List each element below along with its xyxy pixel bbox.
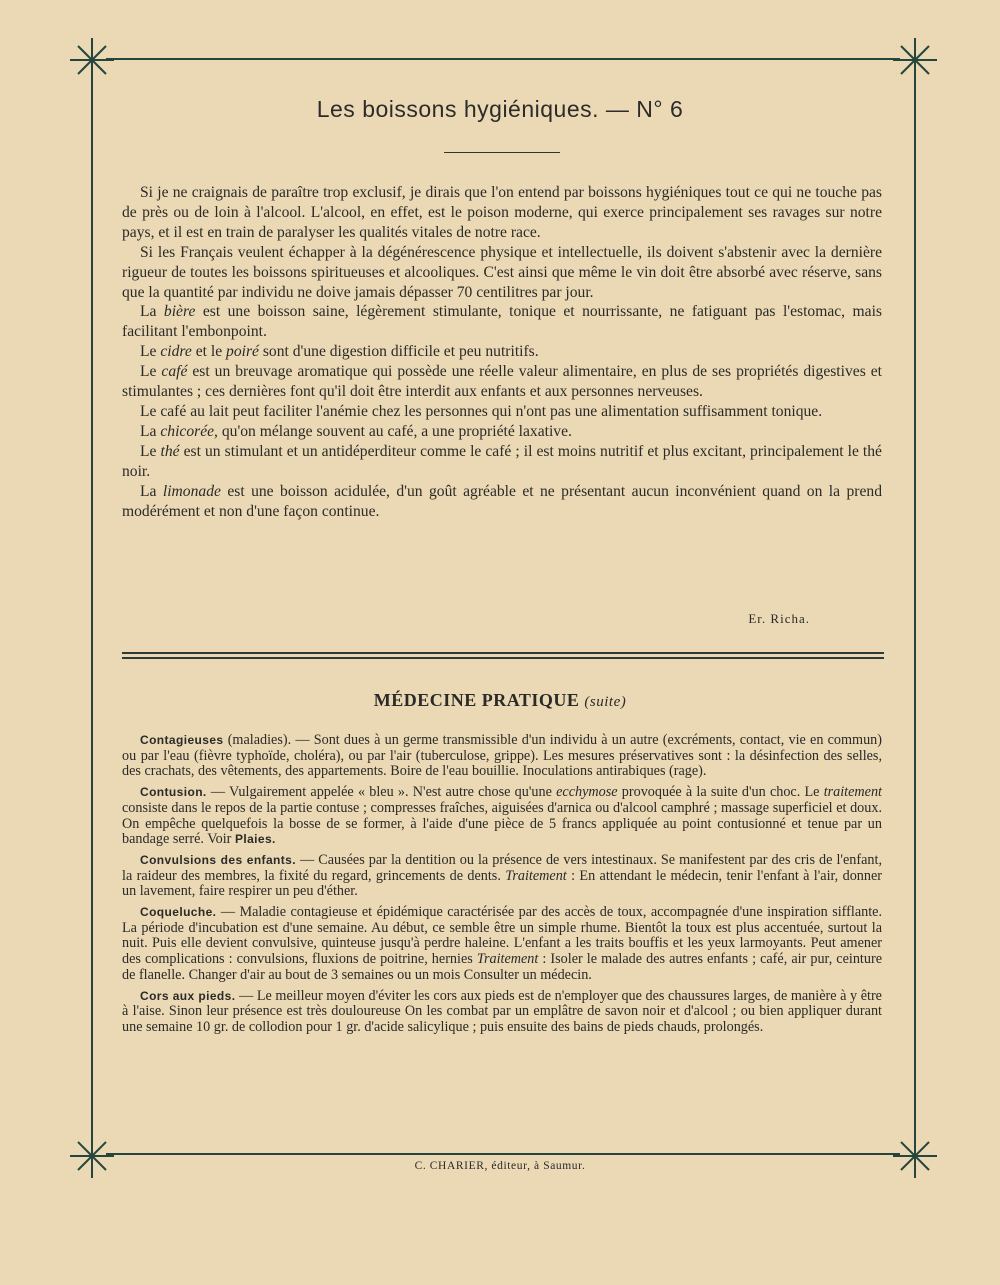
page-title: Les boissons hygiéniques. — N° 6: [316, 96, 684, 122]
frame-right-line: [914, 80, 916, 1138]
author-signature: Er. Richa.: [748, 611, 810, 626]
medical-entries: [122, 733, 882, 1041]
section-title: MÉDECINE PRATIQUE (suite): [373, 690, 627, 710]
article-paragraph: Le café au lait peut faciliter l'anémie chez les personnes qui n'ont pas une alimentation suffisamment tonique.: [140, 402, 823, 420]
entry-cors: Cors aux pieds. — Le meilleur moyen d'éviter les cors aux pieds est de n'employer que des chaussures larges, de manière à y être à l'aise. Sinon leur présence est très douloureuse On les combat par un emplâtre de savon noir et d'alcool ; ou bien appliquer durant une semaine 10 gr. de collodion pour 1 gr. d'acide salicylique ; puis ensuite des bains de pieds chauds, prolongés.: [122, 987, 882, 1035]
article-paragraph: Si les Français veulent échapper à la dégénérescence physique et intellectuelle, ils doivent s'abstenir avec la dernière rigueur de toutes les boissons spiritueuses et alcooliques. C'est ainsi que même le vin doit être absorbé avec réserve, sans que la quantité par individu ne doive jamais dépasser 70 centilitres par jour.: [122, 243, 882, 301]
corner-ornament-icon: [889, 1130, 941, 1182]
frame-top-line: [106, 58, 900, 60]
corner-ornament-icon: [889, 34, 941, 86]
article-paragraph: La chicorée, qu'on mélange souvent au café, a une propriété laxative.: [140, 422, 572, 440]
article-body: [122, 183, 882, 521]
entry-convulsions: Convulsions des enfants. — Causées par la dentition ou la présence de vers intestinaux. Se manifestent par des cris de l'enfant, la raideur des membres, la fixité du regard, grincements de dents. Traitement : En attendant le médecin, tenir l'enfant à l'air, donner un lavement, faire respirer un peu d'éther.: [122, 851, 882, 900]
article-paragraph: La bière est une boisson saine, légèrement stimulante, tonique et nourrissante, ne fatiguant pas l'estomac, mais facilitant l'embonpoint.: [122, 303, 882, 341]
corner-ornament-icon: [66, 1130, 118, 1182]
article-paragraph: Le café est un breuvage aromatique qui possède une réelle valeur alimentaire, en plus de ses propriétés digestives et stimulantes ; ces dernières font qu'il doit être interdit aux enfants et aux personnes nerveuses.: [122, 363, 882, 401]
frame-bottom-line: [106, 1153, 900, 1155]
corner-ornament-icon: [66, 34, 118, 86]
title-underline: [444, 152, 560, 153]
article-paragraph: Si je ne craignais de paraître trop exclusif, je dirais que l'on entend par boissons hygiéniques tout ce qui ne touche pas de près ou de loin à l'alcool. L'alcool, en effet, est le poison moderne, qui exerce principalement ses ravages sur notre pays, et il est en train de paralyser les qualités vitales de notre race.: [122, 184, 882, 241]
entry-contagieuses: Contagieuses (maladies). — Sont dues à un germe transmissible d'un individu à un autre (excréments, contact, vie en commun) ou par l'eau (fièvre typhoïde, choléra), ou par l'air (tuberculose, grippe). Les mesures préservatives sont : la désinfection des selles, des crachats, des vêtements, des appartements. Boire de l'eau bouillie. Inoculations antirabiques (rage).: [122, 732, 882, 780]
section-divider: [122, 657, 884, 659]
entry-coqueluche: Coqueluche. — Maladie contagieuse et épidémique caractérisée par des accès de toux, accompagnée d'une inspiration sifflante. La période d'incubation est d'une semaine. Au début, ce semble être un simple rhume. Bientôt la toux est plus accentuée, surtout la nuit. Puis elle devient convulsive, quinteuse jusqu'à perdre haleine. L'enfant a les traits bouffis et les yeux larmoyants. Peut amener des complications : convulsions, fluxions de poitrine, hernies Traitement : Isoler le malade des autres enfants ; café, air pur, ceinture de flanelle. Changer d'air au bout de 3 semaines ou un mois Consulter un médecin.: [122, 904, 882, 983]
entry-contusion: Contusion. — Vulgairement appelée « bleu ». N'est autre chose qu'une ecchymose provoquée à la suite d'un choc. Le traitement consiste dans le repos de la partie contuse ; compresses fraîches, aiguisées d'arnica ou d'alcool camphré ; massage superficiel et doux. On empêche quelquefois la bosse de se former, à l'aide d'une pièce de 5 francs appliquée au point contusionné et tenue par un bandage serré. Voir Plaies.: [122, 784, 883, 848]
article-paragraph: Le thé est un stimulant et un antidéperditeur comme le café ; il est moins nutritif et plus excitant, principalement le thé noir.: [122, 442, 882, 480]
article-paragraph: La limonade est une boisson acidulée, d'un goût agréable et ne présentant aucun inconvénient quand on la prend modérément et non d'une façon continue.: [122, 482, 882, 520]
frame-left-line: [91, 80, 93, 1138]
article-paragraph: Le cidre et le poiré sont d'une digestion difficile et peu nutritifs.: [140, 343, 539, 361]
publisher-footer: C. CHARIER, éditeur, à Saumur.: [414, 1160, 586, 1172]
section-divider: [122, 652, 884, 654]
